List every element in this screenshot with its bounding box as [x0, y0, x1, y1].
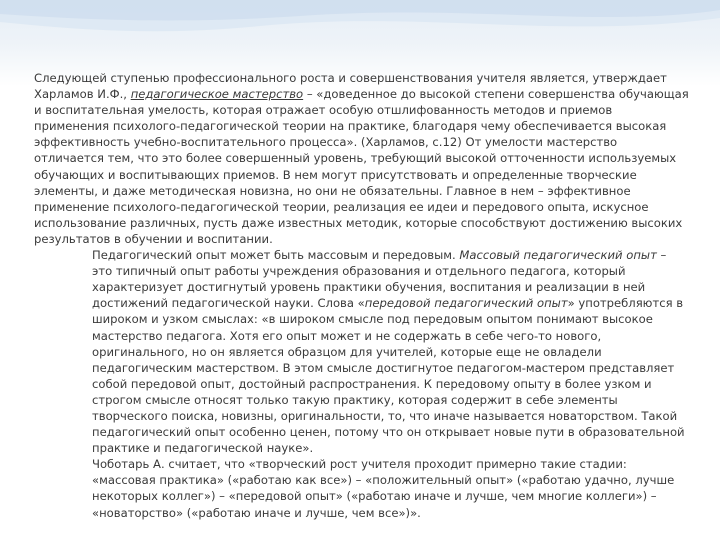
term-mass-experience: Массовый педагогический опыт	[459, 248, 657, 263]
paragraph-2	[34, 247, 690, 456]
paragraph-3	[34, 456, 690, 520]
term-pedagogical-mastery: педагогическое мастерство	[130, 87, 304, 102]
term-advanced-experience: передовой педагогический опыт	[364, 296, 568, 311]
p3-part-1: Чоботарь А. считает, что «творческий рост учителя проходит примерно такие стадии: «массовая практика» («работаю как все») – «положительный опыт» («работаю удачно, лучше некоторых коллег») – «передовой опыт» («работаю иначе и лучше, чем многие коллеги») – «новаторство» («работаю иначе и лучше, чем все»)».	[92, 457, 675, 520]
p1-part-1: Следующей ступенью профессионального роста и совершенствования учителя является, утверждает Харламов И.Ф.,	[34, 71, 667, 102]
p2-part-5: » употребляются в широком и узком смыслах: «в широком смысле под передовым опытом понимают высокое мастерство педагога. Хотя его опыт может и не содержать в себе чего-то нового, оригинального, но он является образцом для учителей, которые еще не овладели педагогическим мастерством. В этом смысле достигнутое педагогом-мастером представляет собой передовой опыт, достойный распространения. К передовому опыту в более узком и строгом смысле относят только такую практику, которая содержит в себе элементы творческого поиска, новизны, оригинальности, то, что иначе называется новаторством. Такой педагогический опыт особенно ценен, потому что он открывает новые пути в образовательной практике и педагогической науке».	[92, 296, 685, 456]
p1-part-3: – «доведенное до высокой степени совершенства обучающая и воспитательная умелость, которая отражает особую отшлифованность методов и приемов применения психолого-педагогической теории на практике, благодаря чему обеспечивается высокая эффективность учебно-воспитательного процесса». (Харламов, с.12) От умелости мастерство отличается тем, что это более совершенный уровень, требующий высокой отточенности используемых обучающих и воспитывающих приемов. В нем могут присутствовать и определенные творческие элементы, и даже методическая новизна, но они не обязательны. Главное в нем – эффективное применение психолого-педагогической теории, реализация ее идеи и передового опыта, искусное использование различных, пусть даже известных методик, которые способствуют достижению высоких результатов в обучении и воспитании.	[34, 87, 689, 246]
p2-part-1: Педагогический опыт может быть массовым и передовым.	[92, 248, 460, 263]
p2-part-3: – это типичный опыт работы учреждения образования и отдельного педагога, который характеризует достигнутый уровень практики обучения, воспитания и реализации в ней достижений педагогической науки. Слова «	[92, 248, 667, 311]
paragraph-1	[34, 70, 690, 247]
slide-body-text	[34, 70, 690, 521]
